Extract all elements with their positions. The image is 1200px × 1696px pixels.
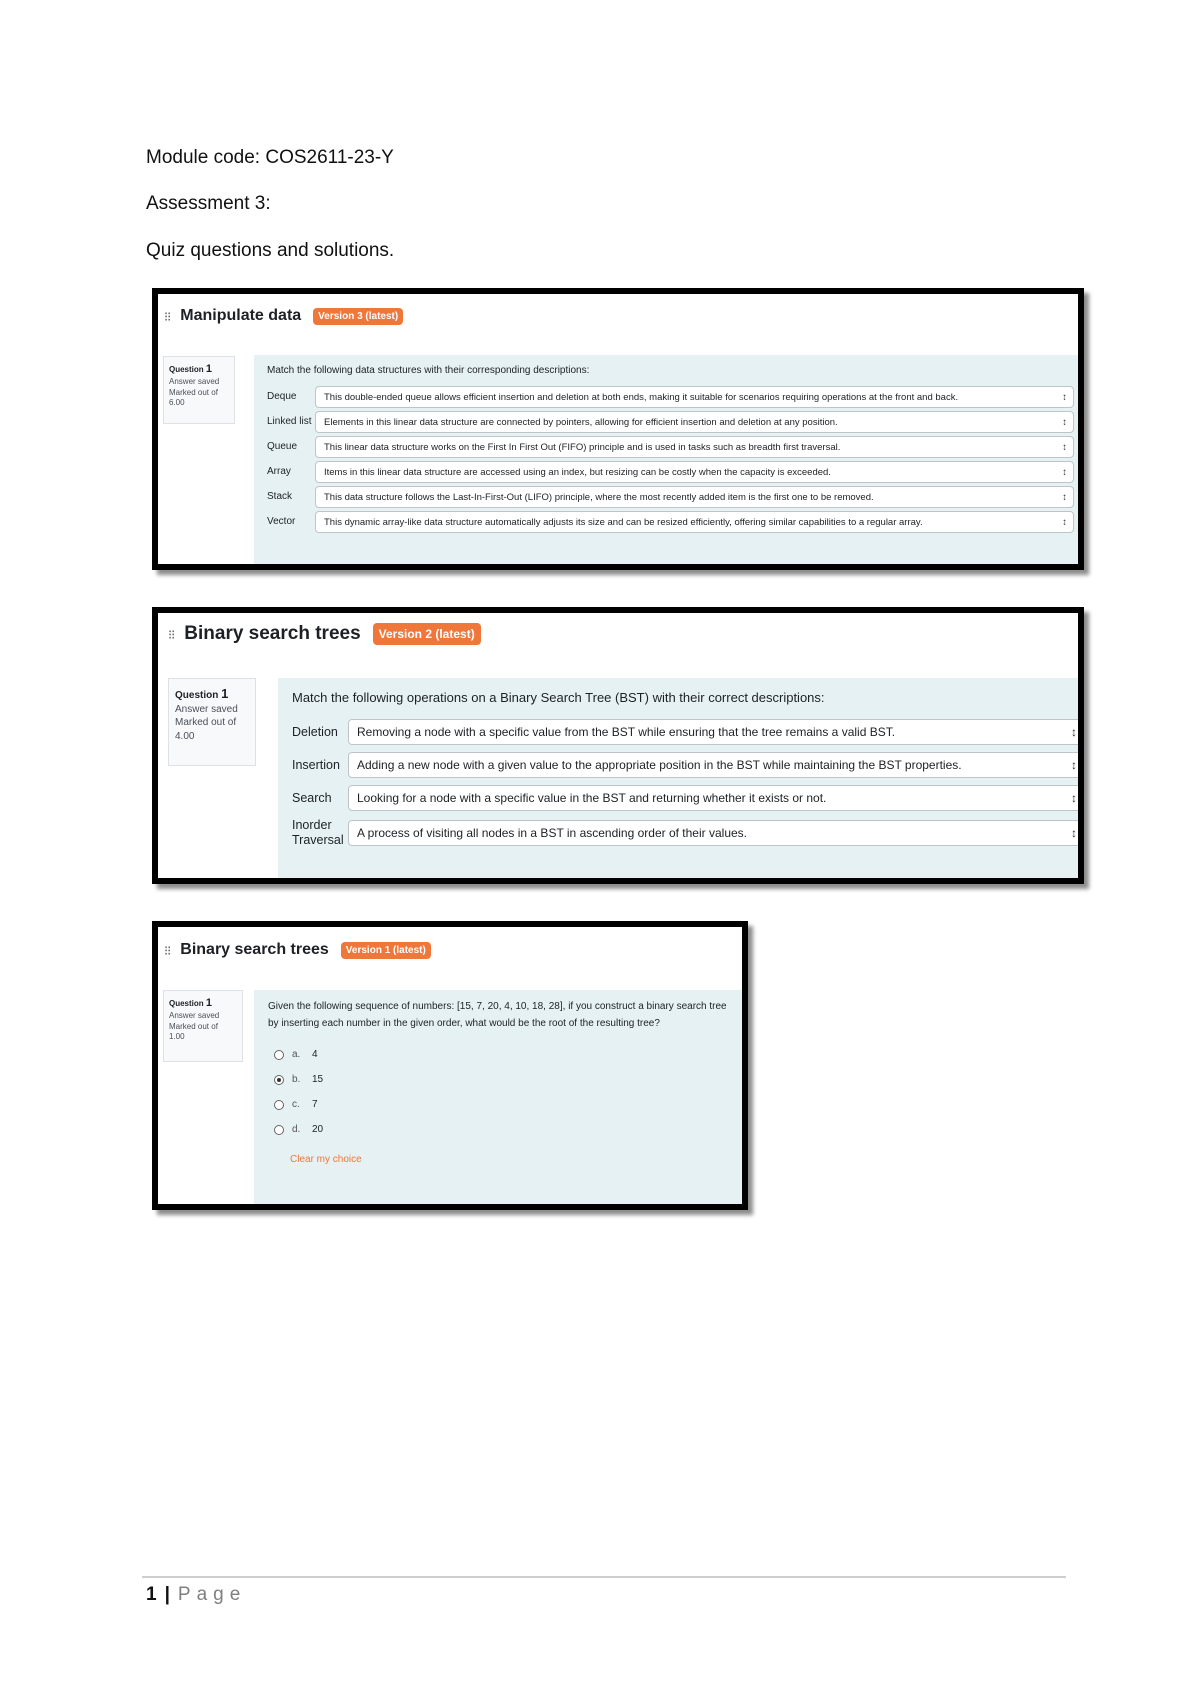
answer-option[interactable] (274, 1042, 734, 1067)
chevron-up-down-icon: ↕ (1062, 441, 1067, 453)
answer-option[interactable] (274, 1067, 734, 1092)
match-select-value: This dynamic array-like data structure automatically adjusts its size and can be resized efficiently, offering similar capabilities to a regular array. (324, 516, 923, 528)
version-badge: Version 3 (latest) (313, 308, 403, 325)
match-row (267, 436, 1084, 458)
answer-option[interactable] (274, 1117, 734, 1142)
question-content (254, 990, 748, 1210)
match-select[interactable] (315, 486, 1074, 508)
match-select[interactable] (315, 461, 1074, 483)
question-header (168, 623, 481, 645)
drag-handle-icon: ⁝⁝ (164, 942, 171, 958)
match-select[interactable] (315, 411, 1074, 433)
marked-out-of: Marked out of (169, 1021, 218, 1031)
match-row (292, 818, 1084, 848)
page-label: Page (177, 1584, 247, 1605)
marked-out-of: Marked out of (169, 387, 218, 397)
match-rows (267, 386, 1084, 533)
question-status: Answer saved (175, 703, 238, 715)
option-letter: c. (292, 1099, 300, 1110)
match-select-value: Items in this linear data structure are accessed using an index, but resizing can be costly when the capacity is exceeded. (324, 466, 831, 478)
module-code: Module code: COS2611-23-Y (146, 147, 394, 168)
chevron-up-down-icon: ↕ (1071, 758, 1077, 772)
radio-icon[interactable] (274, 1125, 284, 1135)
match-select-value: Elements in this linear data structure are connected by pointers, allowing for efficient insertion and deletion at any position. (324, 416, 838, 428)
match-label: Deletion (292, 724, 338, 739)
document-subtitle: Quiz questions and solutions. (146, 240, 395, 261)
screenshot-manipulate-data (152, 288, 1084, 570)
question-title: Binary search trees (184, 623, 361, 644)
footer-separator: | (164, 1584, 170, 1605)
match-select-value: This data structure follows the Last-In-First-Out (LIFO) principle, where the most recently added item is the first one to be removed. (324, 491, 874, 503)
match-row (267, 411, 1084, 433)
question-status: Answer saved (169, 1010, 220, 1020)
match-select-value: Removing a node with a specific value from the BST while ensuring that the tree remains a valid BST. (357, 725, 896, 739)
match-row (267, 461, 1084, 483)
match-row (292, 752, 1084, 778)
radio-icon[interactable] (274, 1075, 284, 1085)
match-row (267, 386, 1084, 408)
option-value: 4 (312, 1049, 318, 1060)
page-footer (146, 1584, 246, 1606)
screenshot-bst-multichoice (152, 921, 748, 1210)
chevron-up-down-icon: ↕ (1062, 466, 1067, 478)
match-select[interactable] (348, 719, 1084, 745)
option-letter: a. (292, 1049, 301, 1060)
answer-option[interactable] (274, 1092, 734, 1117)
match-select[interactable] (348, 752, 1084, 778)
version-badge: Version 1 (latest) (341, 942, 431, 959)
question-number: Question 1 (169, 997, 213, 1009)
match-select[interactable] (348, 820, 1084, 846)
match-row (267, 511, 1084, 533)
match-select-value: A process of visiting all nodes in a BST in ascending order of their values. (357, 826, 747, 840)
page-number: 1 (146, 1584, 157, 1605)
match-label: Stack (267, 491, 293, 502)
match-rows (292, 719, 1084, 848)
match-select[interactable] (348, 785, 1084, 811)
match-select-value: Looking for a node with a specific value in the BST and returning whether it exists or not. (357, 791, 827, 805)
option-letter: b. (292, 1074, 301, 1085)
question-header (164, 307, 403, 325)
chevron-up-down-icon: ↕ (1062, 491, 1067, 503)
question-info (163, 356, 235, 424)
match-select-value: Adding a new node with a given value to the appropriate position in the BST while maintaining the BST properties. (357, 758, 962, 772)
question-info (168, 678, 256, 766)
question-title: Manipulate data (180, 307, 302, 324)
footer-rule (142, 1576, 1066, 1578)
question-content (254, 355, 1084, 570)
match-label: Deque (267, 391, 297, 402)
chevron-up-down-icon: ↕ (1062, 416, 1067, 428)
question-status: Answer saved (169, 376, 220, 386)
match-row (267, 486, 1084, 508)
match-label: Insertion (292, 757, 340, 772)
match-select-value: This double-ended queue allows efficient insertion and deletion at both ends, making it suitable for scenarios requiring operations at the front and back. (324, 391, 959, 403)
option-letter: d. (292, 1124, 301, 1135)
question-marks: 6.00 (169, 398, 185, 408)
chevron-up-down-icon: ↕ (1071, 725, 1077, 739)
radio-icon[interactable] (274, 1050, 284, 1060)
marked-out-of: Marked out of (175, 717, 237, 729)
match-label: Queue (267, 441, 298, 452)
option-value: 20 (312, 1124, 324, 1135)
question-marks: 4.00 (175, 730, 195, 742)
answer-options (268, 1042, 734, 1142)
screenshot-bst-matching (152, 607, 1084, 884)
question-number: Question 1 (175, 686, 229, 701)
question-title: Binary search trees (180, 941, 329, 958)
version-badge: Version 2 (latest) (373, 623, 481, 645)
question-content (278, 678, 1084, 884)
question-prompt: Match the following data structures with their corresponding descriptions: (267, 365, 590, 376)
match-label: Vector (267, 516, 296, 527)
match-row (292, 785, 1084, 811)
match-select-value: This linear data structure works on the First In First Out (FIFO) principle and is used in tasks such as breadth first traversal. (324, 441, 841, 453)
drag-handle-icon: ⁝⁝ (164, 308, 171, 324)
clear-choice-link[interactable]: Clear my choice (290, 1154, 362, 1165)
question-marks: 1.00 (169, 1032, 185, 1042)
match-select[interactable] (315, 511, 1074, 533)
chevron-up-down-icon: ↕ (1062, 516, 1067, 528)
match-label: Linked list (267, 416, 312, 427)
match-row (292, 719, 1084, 745)
chevron-up-down-icon: ↕ (1062, 391, 1067, 403)
match-select[interactable] (315, 436, 1074, 458)
chevron-up-down-icon: ↕ (1071, 791, 1077, 805)
question-prompt: Given the following sequence of numbers: [15, 7, 20, 4, 10, 18, 28], if you construct a binary search tree by inserting each number in the given order, what would be the root of the resulting tree? (268, 1001, 727, 1029)
match-label: Search (292, 790, 332, 805)
match-label: Inorder Traversal (292, 818, 344, 847)
match-select[interactable] (315, 386, 1074, 408)
question-info (163, 990, 243, 1062)
drag-handle-icon: ⁝⁝ (168, 626, 175, 642)
question-prompt: Match the following operations on a Binary Search Tree (BST) with their correct descriptions: (292, 690, 825, 705)
radio-icon[interactable] (274, 1100, 284, 1110)
chevron-up-down-icon: ↕ (1071, 826, 1077, 840)
option-value: 7 (312, 1099, 318, 1110)
match-label: Array (267, 466, 291, 477)
option-value: 15 (312, 1074, 324, 1085)
question-number: Question 1 (169, 363, 213, 375)
question-header (164, 941, 431, 959)
assessment-title: Assessment 3: (146, 193, 271, 214)
